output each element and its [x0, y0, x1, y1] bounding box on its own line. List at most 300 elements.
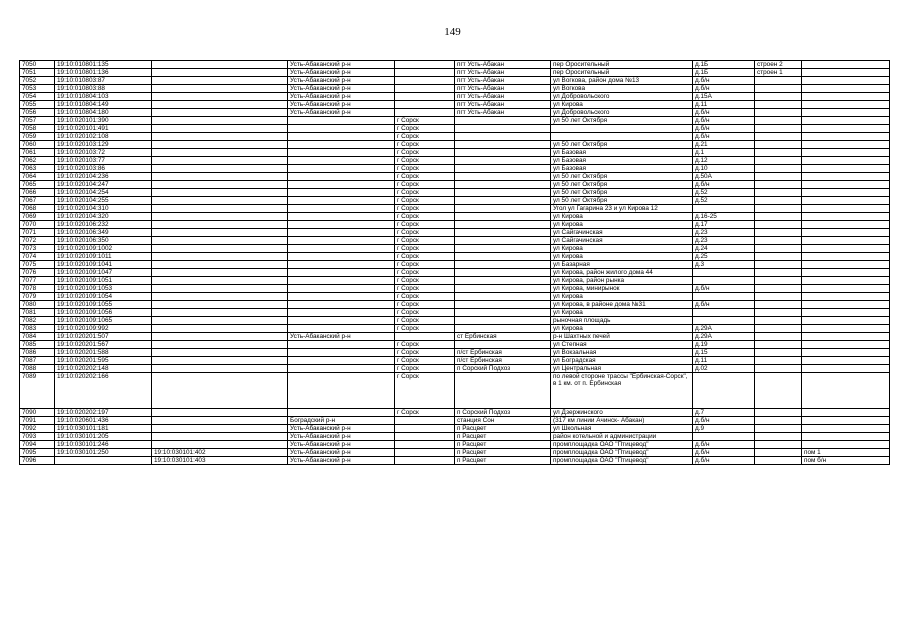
cell-settlement	[455, 285, 551, 293]
table-row	[20, 293, 890, 301]
cell-city: г Сорск	[395, 213, 455, 221]
cell-city	[395, 85, 455, 93]
cell-cadastral2	[152, 157, 288, 165]
cell-extra	[802, 417, 890, 425]
cell-district	[288, 205, 395, 213]
cell-building	[755, 245, 802, 253]
cell-street: ул 50 лет Октября	[551, 189, 693, 197]
cell-settlement	[455, 213, 551, 221]
cell-district	[288, 277, 395, 285]
cell-city: г Сорск	[395, 125, 455, 133]
cell-extra	[802, 341, 890, 349]
cell-cadastral: 19:10:020201:595	[55, 357, 152, 365]
cell-district	[288, 341, 395, 349]
cell-building	[755, 365, 802, 373]
cell-cadastral: 19:10:020101:491	[55, 125, 152, 133]
cell-street: ул Центральная	[551, 365, 693, 373]
cell-house: д.б/н	[693, 125, 755, 133]
cell-no: 7054	[20, 93, 55, 101]
cell-district	[288, 125, 395, 133]
table-row	[20, 61, 890, 69]
cell-city: г Сорск	[395, 189, 455, 197]
cell-no: 7092	[20, 425, 55, 433]
table-row	[20, 125, 890, 133]
page-number: 149	[444, 26, 461, 38]
cell-district	[288, 409, 395, 417]
table-row	[20, 341, 890, 349]
cell-street: ул Базовая	[551, 157, 693, 165]
cell-extra	[802, 309, 890, 317]
cell-district	[288, 117, 395, 125]
cell-district: Усть-Абаканский р-н	[288, 61, 395, 69]
cell-settlement: п Расцвет	[455, 433, 551, 441]
cell-extra	[802, 237, 890, 245]
cell-building	[755, 317, 802, 325]
cell-street: ул Кирова, в районе дома №31	[551, 301, 693, 309]
cell-district: Усть-Абаканский р-н	[288, 441, 395, 449]
cell-cadastral: 19:10:020109:1053	[55, 285, 152, 293]
cell-no: 7078	[20, 285, 55, 293]
cell-city	[395, 109, 455, 117]
cell-no: 7060	[20, 141, 55, 149]
cell-cadastral2	[152, 349, 288, 357]
cell-no: 7075	[20, 261, 55, 269]
cell-cadastral2	[152, 69, 288, 77]
cell-street: ул 50 лет Октября	[551, 173, 693, 181]
cell-settlement	[455, 165, 551, 173]
cell-settlement	[455, 277, 551, 285]
cell-extra	[802, 373, 890, 409]
cell-cadastral2: 19:10:030101:402	[152, 449, 288, 457]
cell-building	[755, 197, 802, 205]
cell-district: Усть-Абаканский р-н	[288, 333, 395, 341]
cell-district: Усть-Абаканский р-н	[288, 109, 395, 117]
cell-building	[755, 253, 802, 261]
cell-district: Усть-Абаканский р-н	[288, 69, 395, 77]
cell-cadastral: 19:10:020103:77	[55, 157, 152, 165]
cell-cadastral2	[152, 425, 288, 433]
table-row	[20, 221, 890, 229]
cell-street: ул Добровольского	[551, 109, 693, 117]
cell-city: г Сорск	[395, 165, 455, 173]
cell-city: г Сорск	[395, 365, 455, 373]
cell-cadastral: 19:10:020106:232	[55, 221, 152, 229]
cell-extra	[802, 157, 890, 165]
cell-house: д.11	[693, 101, 755, 109]
cell-city	[395, 417, 455, 425]
table-row	[20, 237, 890, 245]
cell-house: д.29А	[693, 325, 755, 333]
cell-extra	[802, 197, 890, 205]
cell-city: г Сорск	[395, 221, 455, 229]
cell-street: промплощадка ОАО "Птицевод"	[551, 449, 693, 457]
cell-cadastral: 19:10:020109:1054	[55, 293, 152, 301]
cell-cadastral2	[152, 77, 288, 85]
table-row	[20, 77, 890, 85]
cell-district	[288, 357, 395, 365]
cell-extra	[802, 69, 890, 77]
cell-cadastral2	[152, 301, 288, 309]
cell-city: г Сорск	[395, 253, 455, 261]
cell-district	[288, 133, 395, 141]
cell-house	[693, 293, 755, 301]
cell-street: ул Степная	[551, 341, 693, 349]
table-row	[20, 277, 890, 285]
cell-house: д.02	[693, 365, 755, 373]
cell-house: д.3	[693, 261, 755, 269]
cell-house: д.б/н	[693, 285, 755, 293]
cell-district	[288, 213, 395, 221]
cell-building: строен 2	[755, 61, 802, 69]
cell-no: 7069	[20, 213, 55, 221]
cell-cadastral: 19:10:020109:1055	[55, 301, 152, 309]
table-row	[20, 157, 890, 165]
cell-city: г Сорск	[395, 245, 455, 253]
cell-cadastral2	[152, 229, 288, 237]
table-row	[20, 149, 890, 157]
cell-cadastral: 19:10:030101:250	[55, 449, 152, 457]
cell-cadastral2	[152, 441, 288, 449]
cell-no: 7087	[20, 357, 55, 365]
cell-building	[755, 125, 802, 133]
cell-house: д.11	[693, 357, 755, 365]
cell-settlement	[455, 325, 551, 333]
cell-street: пер Оросительный	[551, 61, 693, 69]
cell-cadastral: 19:10:020202:148	[55, 365, 152, 373]
cell-city: г Сорск	[395, 301, 455, 309]
cell-city	[395, 333, 455, 341]
cell-city: г Сорск	[395, 117, 455, 125]
cell-settlement: п Сорский Подхоз	[455, 409, 551, 417]
cell-building	[755, 441, 802, 449]
cell-settlement	[455, 173, 551, 181]
cell-cadastral2	[152, 245, 288, 253]
cell-settlement	[455, 221, 551, 229]
cell-house	[693, 269, 755, 277]
cell-cadastral2	[152, 197, 288, 205]
cell-city: г Сорск	[395, 269, 455, 277]
cell-city	[395, 93, 455, 101]
cell-no: 7072	[20, 237, 55, 245]
cell-district: Усть-Абаканский р-н	[288, 457, 395, 465]
cell-cadastral: 19:10:010801:136	[55, 69, 152, 77]
cell-district	[288, 365, 395, 373]
cell-house: д.16-25	[693, 213, 755, 221]
cell-city	[395, 101, 455, 109]
cell-city: г Сорск	[395, 293, 455, 301]
cell-house: д.15	[693, 349, 755, 357]
registry-table	[19, 60, 890, 465]
cell-city: г Сорск	[395, 181, 455, 189]
cell-city	[395, 69, 455, 77]
cell-street: ул Кирова, район жилого дома 44	[551, 269, 693, 277]
cell-cadastral: 19:10:020106:349	[55, 229, 152, 237]
cell-building	[755, 357, 802, 365]
cell-street: район котельной и администрации	[551, 433, 693, 441]
cell-cadastral: 19:10:020202:197	[55, 409, 152, 417]
cell-cadastral: 19:10:020109:992	[55, 325, 152, 333]
cell-cadastral2	[152, 61, 288, 69]
cell-district	[288, 317, 395, 325]
cell-settlement: пгт Усть-Абакан	[455, 69, 551, 77]
cell-no: 7096	[20, 457, 55, 465]
cell-district	[288, 157, 395, 165]
cell-street: ул Кирова, район рынка	[551, 277, 693, 285]
cell-settlement	[455, 253, 551, 261]
cell-district	[288, 325, 395, 333]
cell-cadastral: 19:10:010804:103	[55, 93, 152, 101]
cell-cadastral: 19:10:020103:129	[55, 141, 152, 149]
table-row	[20, 285, 890, 293]
cell-house	[693, 277, 755, 285]
cell-building	[755, 213, 802, 221]
cell-cadastral2	[152, 173, 288, 181]
cell-street: промплощадка ОАО "Птицевод"	[551, 441, 693, 449]
cell-no: 7051	[20, 69, 55, 77]
cell-street: ул Кирова	[551, 101, 693, 109]
cell-settlement	[455, 245, 551, 253]
cell-street: ул Кирова	[551, 293, 693, 301]
cell-house: д.10	[693, 165, 755, 173]
cell-cadastral: 19:10:020201:507	[55, 333, 152, 341]
cell-extra	[802, 125, 890, 133]
cell-cadastral: 19:10:020104:236	[55, 173, 152, 181]
cell-street	[551, 133, 693, 141]
cell-district	[288, 197, 395, 205]
cell-city: г Сорск	[395, 229, 455, 237]
cell-cadastral2	[152, 221, 288, 229]
cell-settlement	[455, 317, 551, 325]
cell-city	[395, 441, 455, 449]
table-row	[20, 373, 890, 409]
cell-extra	[802, 141, 890, 149]
cell-street: ул Боградская	[551, 357, 693, 365]
cell-no: 7068	[20, 205, 55, 213]
cell-settlement	[455, 205, 551, 213]
cell-house: д.1	[693, 149, 755, 157]
cell-extra	[802, 61, 890, 69]
cell-extra	[802, 205, 890, 213]
cell-cadastral2	[152, 141, 288, 149]
cell-house: д.9	[693, 425, 755, 433]
cell-settlement: п Сорский Подхоз	[455, 365, 551, 373]
cell-building	[755, 85, 802, 93]
cell-cadastral2	[152, 125, 288, 133]
cell-extra	[802, 245, 890, 253]
cell-city: г Сорск	[395, 149, 455, 157]
cell-extra	[802, 357, 890, 365]
cell-no: 7052	[20, 77, 55, 85]
cell-no: 7079	[20, 293, 55, 301]
table-row	[20, 181, 890, 189]
cell-cadastral: 19:10:020104:255	[55, 197, 152, 205]
cell-extra	[802, 165, 890, 173]
cell-street	[551, 125, 693, 133]
cell-building: строен 1	[755, 69, 802, 77]
table-row	[20, 229, 890, 237]
cell-settlement	[455, 197, 551, 205]
cell-building	[755, 149, 802, 157]
table-row	[20, 325, 890, 333]
cell-city: г Сорск	[395, 173, 455, 181]
cell-cadastral: 19:10:020601:436	[55, 417, 152, 425]
cell-city: г Сорск	[395, 141, 455, 149]
cell-no: 7067	[20, 197, 55, 205]
cell-street: ул Кирова	[551, 245, 693, 253]
cell-cadastral: 19:10:020103:72	[55, 149, 152, 157]
cell-building	[755, 189, 802, 197]
cell-district	[288, 309, 395, 317]
cell-no: 7084	[20, 333, 55, 341]
cell-cadastral2	[152, 213, 288, 221]
cell-street: пер Оросительный	[551, 69, 693, 77]
cell-settlement: п Расцвет	[455, 449, 551, 457]
cell-cadastral: 19:10:020103:86	[55, 165, 152, 173]
cell-city: г Сорск	[395, 157, 455, 165]
cell-street: ул Базовая	[551, 165, 693, 173]
table-row	[20, 317, 890, 325]
cell-settlement: п/ст Ербинская	[455, 357, 551, 365]
cell-cadastral2	[152, 261, 288, 269]
cell-city: г Сорск	[395, 325, 455, 333]
cell-cadastral2	[152, 269, 288, 277]
cell-cadastral: 19:10:020106:350	[55, 237, 152, 245]
cell-street: ул 50 лет Октября	[551, 181, 693, 189]
cell-no: 7082	[20, 317, 55, 325]
cell-building	[755, 205, 802, 213]
cell-extra	[802, 293, 890, 301]
cell-street: (317 км линии Ачинск- Абакан)	[551, 417, 693, 425]
cell-extra	[802, 365, 890, 373]
cell-no: 7050	[20, 61, 55, 69]
cell-city: г Сорск	[395, 133, 455, 141]
cell-city	[395, 425, 455, 433]
cell-cadastral: 19:10:030101:205	[55, 433, 152, 441]
cell-cadastral: 19:10:020109:1047	[55, 269, 152, 277]
cell-city	[395, 457, 455, 465]
cell-no: 7076	[20, 269, 55, 277]
cell-cadastral2	[152, 253, 288, 261]
cell-city: г Сорск	[395, 357, 455, 365]
cell-extra	[802, 269, 890, 277]
cell-no: 7080	[20, 301, 55, 309]
table-row	[20, 269, 890, 277]
table-row	[20, 433, 890, 441]
cell-cadastral: 19:10:010803:88	[55, 85, 152, 93]
cell-cadastral2	[152, 133, 288, 141]
cell-street: ул Кирова, минирынок	[551, 285, 693, 293]
cell-no: 7073	[20, 245, 55, 253]
cell-no: 7059	[20, 133, 55, 141]
cell-extra	[802, 349, 890, 357]
cell-settlement: пгт Усть-Абакан	[455, 61, 551, 69]
cell-settlement: пгт Усть-Абакан	[455, 85, 551, 93]
cell-extra	[802, 277, 890, 285]
cell-city	[395, 77, 455, 85]
cell-city: г Сорск	[395, 309, 455, 317]
cell-cadastral2: 19:10:030101:403	[152, 457, 288, 465]
cell-extra	[802, 253, 890, 261]
cell-no: 7055	[20, 101, 55, 109]
cell-city: г Сорск	[395, 317, 455, 325]
cell-building	[755, 309, 802, 317]
cell-settlement: пгт Усть-Абакан	[455, 93, 551, 101]
cell-cadastral: 19:10:030101:181	[55, 425, 152, 433]
cell-cadastral: 19:10:020109:1065	[55, 317, 152, 325]
cell-cadastral: 19:10:020201:588	[55, 349, 152, 357]
cell-no: 7070	[20, 221, 55, 229]
table-row	[20, 173, 890, 181]
cell-extra	[802, 93, 890, 101]
cell-cadastral2	[152, 237, 288, 245]
cell-street: ул Добровольского	[551, 93, 693, 101]
cell-cadastral2	[152, 309, 288, 317]
cell-no: 7064	[20, 173, 55, 181]
cell-building	[755, 457, 802, 465]
cell-building	[755, 285, 802, 293]
cell-district	[288, 269, 395, 277]
cell-district	[288, 301, 395, 309]
cell-extra	[802, 109, 890, 117]
table-row	[20, 109, 890, 117]
cell-city	[395, 433, 455, 441]
cell-street: ул 50 лет Октября	[551, 117, 693, 125]
cell-cadastral2	[152, 317, 288, 325]
cell-cadastral: 19:10:020109:1056	[55, 309, 152, 317]
cell-street: ул 50 лет Октября	[551, 141, 693, 149]
cell-no: 7056	[20, 109, 55, 117]
cell-building	[755, 101, 802, 109]
cell-cadastral: 19:10:020104:247	[55, 181, 152, 189]
cell-building	[755, 325, 802, 333]
cell-district: Боградский р-н	[288, 417, 395, 425]
cell-cadastral: 19:10:010801:135	[55, 61, 152, 69]
table-row	[20, 441, 890, 449]
cell-building	[755, 229, 802, 237]
cell-settlement: п Расцвет	[455, 457, 551, 465]
cell-cadastral: 19:10:020109:1051	[55, 277, 152, 285]
cell-street: ул Кирова	[551, 253, 693, 261]
cell-no: 7090	[20, 409, 55, 417]
cell-settlement	[455, 157, 551, 165]
cell-settlement	[455, 141, 551, 149]
table-row	[20, 357, 890, 365]
table-row	[20, 117, 890, 125]
cell-house: д.50А	[693, 173, 755, 181]
cell-district	[288, 221, 395, 229]
cell-cadastral2	[152, 409, 288, 417]
cell-no: 7089	[20, 373, 55, 409]
cell-building	[755, 237, 802, 245]
cell-cadastral2	[152, 373, 288, 409]
cell-house	[693, 373, 755, 409]
cell-city: г Сорск	[395, 341, 455, 349]
cell-settlement	[455, 269, 551, 277]
table-row	[20, 165, 890, 173]
cell-no: 7053	[20, 85, 55, 93]
cell-city: г Сорск	[395, 373, 455, 409]
cell-building	[755, 293, 802, 301]
cell-street: ул Вокзальная	[551, 349, 693, 357]
cell-building	[755, 301, 802, 309]
cell-settlement	[455, 301, 551, 309]
cell-house: д.б/н	[693, 77, 755, 85]
cell-cadastral2	[152, 365, 288, 373]
cell-street: ул Сайгачинская	[551, 237, 693, 245]
cell-street: ул Кирова	[551, 213, 693, 221]
cell-house: д.17	[693, 221, 755, 229]
cell-no: 7057	[20, 117, 55, 125]
